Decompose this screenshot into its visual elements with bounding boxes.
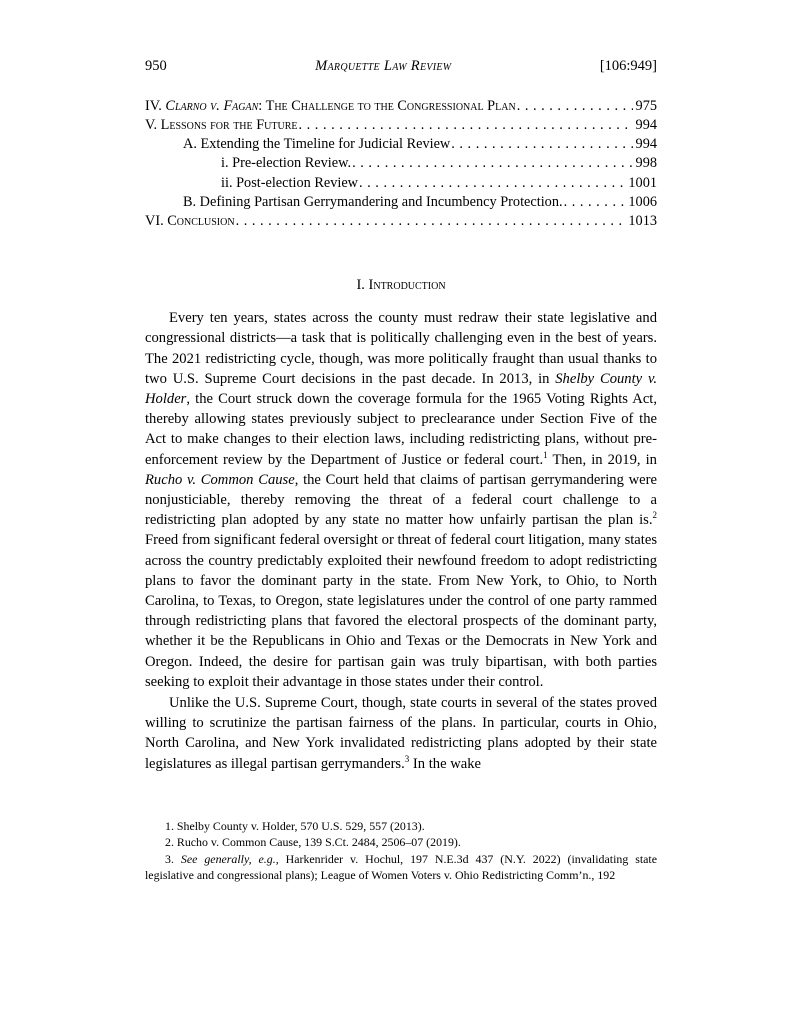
volume-citation: [106:949] bbox=[599, 58, 657, 74]
toc-leader-dots bbox=[564, 193, 626, 212]
text-segment: Clarno v. Fagan bbox=[165, 98, 259, 114]
toc-entry-label bbox=[183, 193, 563, 212]
toc-leader-dots bbox=[352, 154, 632, 173]
text-segment: Rucho v. Common Cause bbox=[145, 471, 295, 488]
text-segment: 2. Rucho v. Common Cause, 139 S.Ct. 2484, 2506–07 (2019). bbox=[165, 835, 461, 850]
footnote bbox=[145, 834, 657, 850]
toc-entry-page: 975 bbox=[635, 98, 657, 114]
toc-entry bbox=[145, 193, 657, 212]
paragraph bbox=[145, 693, 657, 774]
text-segment: 1. Shelby County v. Holder, 570 U.S. 529, 557 (2013). bbox=[165, 818, 425, 833]
footnotes bbox=[145, 818, 657, 884]
journal-title: Marquette Law Review bbox=[315, 58, 452, 74]
text-segment: , the Court struck down the coverage formula for the 1965 Voting Rights Act, thereby allowing states previously subject to preclearance under Section Five of the Act to make changes to their election laws, including redistricting plans, without pre-enforcement review by the Department of Justice or federal court. bbox=[145, 390, 657, 468]
text-segment: Freed from significant federal oversight or threat of federal court litigation, many states across the country predictably exploited their newfound freedom to adopt redistricting plans to favor the dominant party in the state. From New York, to Ohio, to North Carolina, to Texas, to Oregon, state legislatures under the control of one party rammed through redistricting plans that favored the electoral prospects of the dominant party, whether it be the Republicans in Ohio and Texas or the Democrats in New York and Oregon. Indeed, the desire for partisan gain was truly bipartisan, with both parties seeking to exploit their advantage in those states under their control. bbox=[145, 532, 657, 690]
text-segment: , the Court held that claims of partisan gerrymandering were nonjusticiable, thereby removing the threat of a federal court challenge to a redistricting plan adopted by any state no matter how unfairly partisan the plan is. bbox=[145, 471, 657, 529]
text-segment: B. Defining Partisan Gerrymandering and Incumbency Protection. bbox=[183, 193, 563, 210]
page-number: 950 bbox=[145, 58, 167, 74]
running-head bbox=[145, 58, 657, 75]
toc-entry-page: 994 bbox=[635, 136, 657, 153]
toc-entry bbox=[145, 116, 657, 135]
toc-leader-dots bbox=[299, 116, 633, 135]
text-segment: In the wake bbox=[409, 755, 481, 772]
text-segment: See generally, e.g., bbox=[180, 851, 279, 866]
text-segment: : The Challenge to the Congressional Plan bbox=[258, 98, 516, 114]
toc-entry-label bbox=[221, 174, 358, 193]
toc-entry-label bbox=[145, 212, 235, 231]
toc-entry bbox=[145, 135, 657, 154]
toc-entry-page: 1013 bbox=[628, 212, 657, 229]
toc-entry-page: 994 bbox=[635, 117, 657, 134]
footnote-reference: 1 bbox=[543, 449, 548, 460]
text-segment: IV. bbox=[145, 98, 166, 114]
toc-entry bbox=[145, 97, 657, 116]
toc-entry-label bbox=[221, 154, 351, 173]
document-page bbox=[145, 58, 657, 883]
text-segment: Shelby County v. Holder bbox=[145, 370, 657, 407]
toc-entry-page: 1006 bbox=[628, 193, 657, 210]
footnote-reference: 2 bbox=[652, 510, 657, 521]
toc-leader-dots bbox=[451, 135, 632, 154]
footnote bbox=[145, 818, 657, 834]
text-segment: Then, in 2019, in bbox=[547, 451, 657, 468]
toc-leader-dots bbox=[517, 97, 633, 116]
toc-entry bbox=[145, 154, 657, 173]
text-segment: A. Extending the Timeline for Judicial Review bbox=[183, 136, 451, 153]
text-segment: i. Pre-election Review. bbox=[221, 155, 352, 172]
toc-leader-dots bbox=[236, 212, 626, 231]
paragraph bbox=[145, 308, 657, 692]
text-segment: Unlike the U.S. Supreme Court, though, state courts in several of the states proved willing to scrutinize the partisan fairness of the plans. In particular, courts in Ohio, North Carolina, and New York invalidated redistricting plans adopted by their state legislatures as illegal partisan gerrymanders. bbox=[145, 694, 657, 772]
toc-entry-page: 998 bbox=[635, 155, 657, 172]
footnote bbox=[145, 851, 657, 884]
section-heading: I. Introduction bbox=[356, 277, 446, 294]
toc bbox=[145, 97, 657, 231]
footnote-reference: 3 bbox=[404, 753, 410, 764]
toc-leader-dots bbox=[359, 174, 625, 193]
text-segment: V. Lessons for the Future bbox=[145, 117, 298, 134]
toc-entry-label bbox=[183, 135, 450, 154]
toc-entry-label bbox=[145, 97, 516, 116]
toc-entry-page: 1001 bbox=[628, 174, 657, 191]
text-segment: ii. Post-election Review bbox=[221, 174, 358, 191]
text-segment: Harkenrider v. Hochul, 197 N.E.3d 437 (N.Y. 2022) (invalidating state legislative and congressional plans); League of Women Voters v. Ohio Redistricting Comm’n., 192 bbox=[145, 851, 658, 883]
toc-entry bbox=[145, 174, 657, 193]
article-body bbox=[145, 308, 657, 774]
toc-entry bbox=[145, 212, 657, 231]
text-segment: 3. bbox=[165, 851, 181, 866]
text-segment: VI. Conclusion bbox=[145, 212, 235, 229]
toc-entry-label bbox=[145, 116, 298, 135]
text-segment: Every ten years, states across the county must redraw their state legislative and congressional districts—a task that is politically challenging even in the best of years. The 2021 redistricting cycle, though, was more politically fraught than usual thanks to two U.S. Supreme Court decisions in the past decade. In 2013, in bbox=[145, 310, 657, 387]
